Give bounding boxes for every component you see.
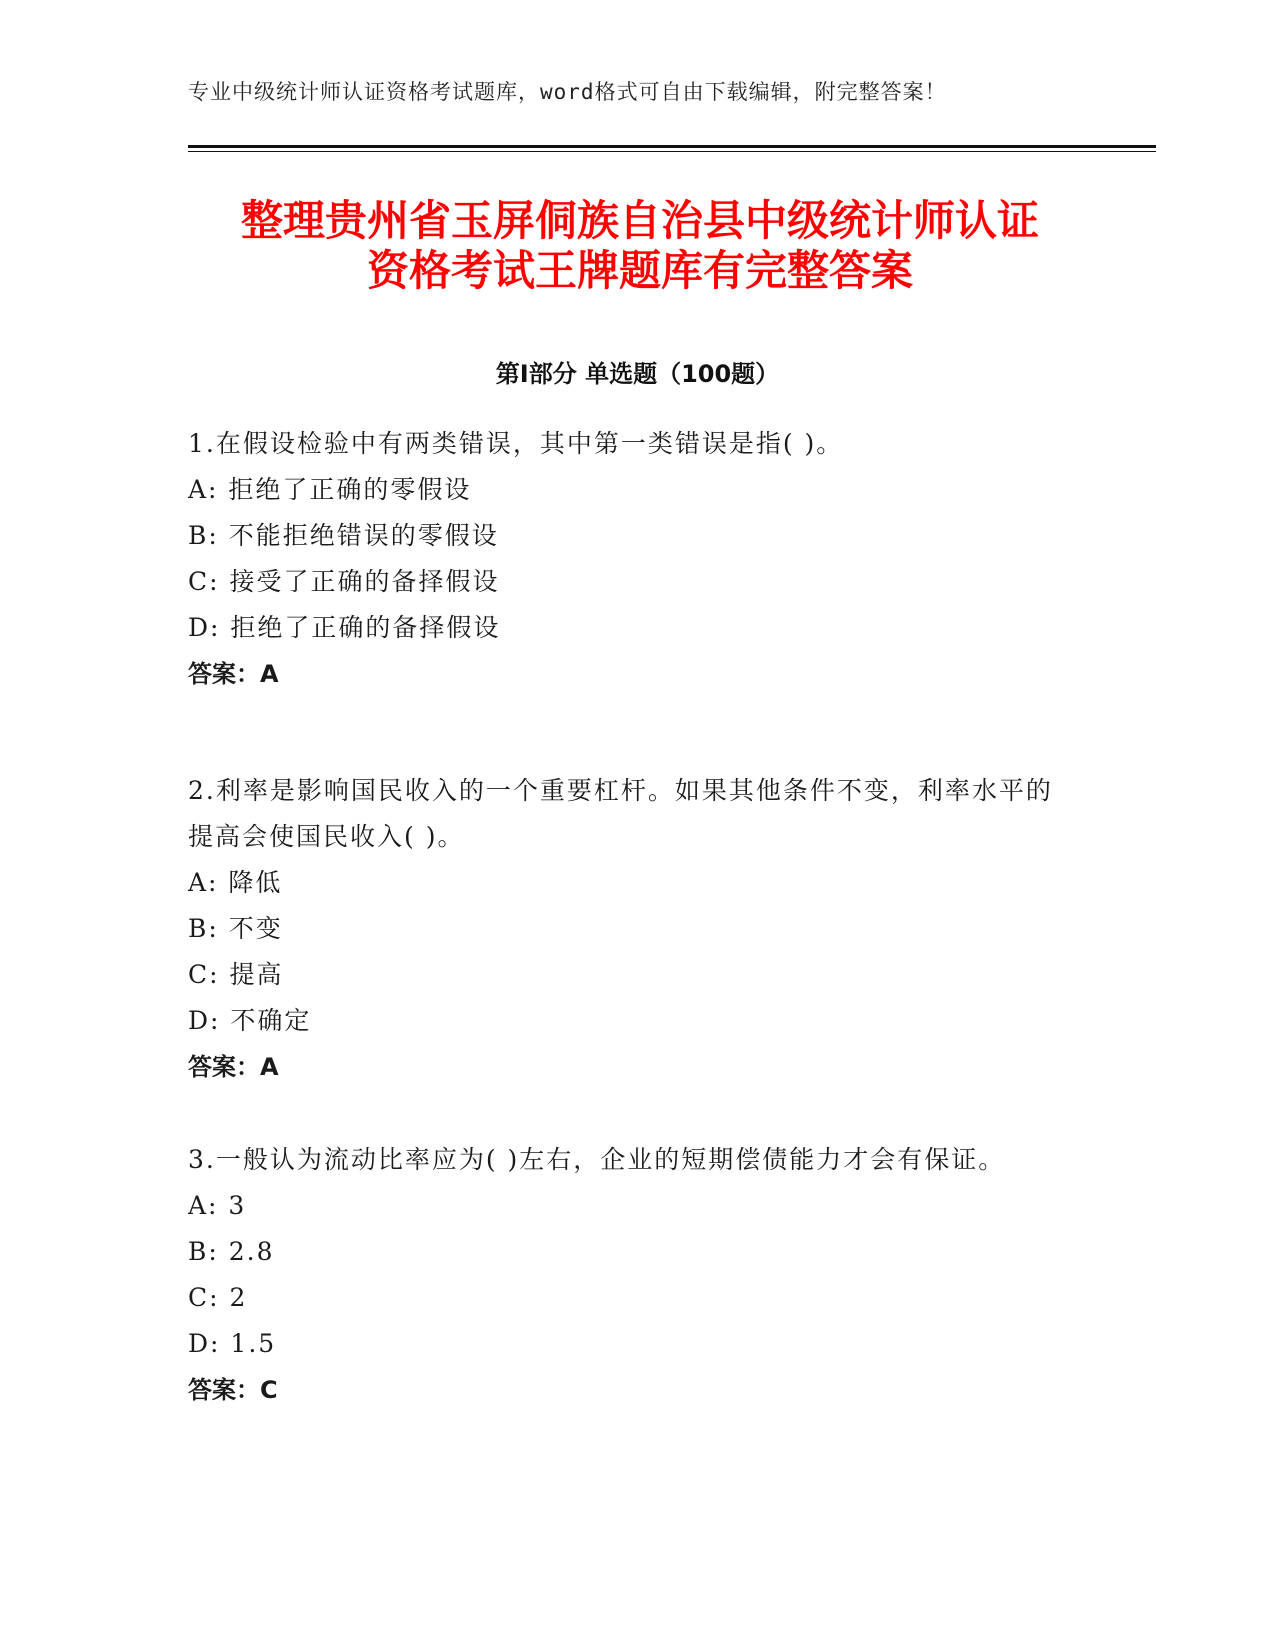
title-line-2: 资格考试王牌题库有完整答案 xyxy=(366,246,913,295)
option-c: C: 提高 xyxy=(188,960,284,989)
header-rule-thin xyxy=(188,151,1156,152)
option-d: D: 1.5 xyxy=(188,1329,277,1358)
option-b: B: 2.8 xyxy=(188,1237,275,1266)
answer: 答案：A xyxy=(188,660,279,688)
section-heading: 第Ⅰ部分 单选题（100题） xyxy=(495,360,780,388)
question-1 xyxy=(188,421,1068,697)
option-d: D: 不确定 xyxy=(188,1006,312,1035)
option-b: B: 不能拒绝错误的零假设 xyxy=(188,521,499,550)
document-title xyxy=(150,196,1130,296)
option-d: D: 拒绝了正确的备择假设 xyxy=(188,613,501,642)
page-header-text: 专业中级统计师认证资格考试题库，word格式可自由下载编辑，附完整答案！ xyxy=(188,80,947,104)
header-rule-thick xyxy=(188,145,1156,148)
question-stem: 3.一般认为流动比率应为( )左右，企业的短期偿债能力才会有保证。 xyxy=(188,1145,1006,1174)
question-2 xyxy=(188,768,1068,1090)
title-line-1: 整理贵州省玉屏侗族自治县中级统计师认证 xyxy=(240,196,1039,245)
question-stem: 2.利率是影响国民收入的一个重要杠杆。如果其他条件不变，利率水平的提高会使国民收入( )。 xyxy=(188,776,1053,851)
option-a: A: 拒绝了正确的零假设 xyxy=(188,475,472,504)
option-b: B: 不变 xyxy=(188,914,283,943)
question-3 xyxy=(188,1137,1068,1413)
answer: 答案：C xyxy=(188,1376,278,1404)
option-c: C: 接受了正确的备择假设 xyxy=(188,567,500,596)
answer: 答案：A xyxy=(188,1053,279,1081)
option-c: C: 2 xyxy=(188,1283,248,1312)
question-stem: 1.在假设检验中有两类错误，其中第一类错误是指( )。 xyxy=(188,429,844,458)
option-a: A: 降低 xyxy=(188,868,283,897)
option-a: A: 3 xyxy=(188,1191,247,1220)
